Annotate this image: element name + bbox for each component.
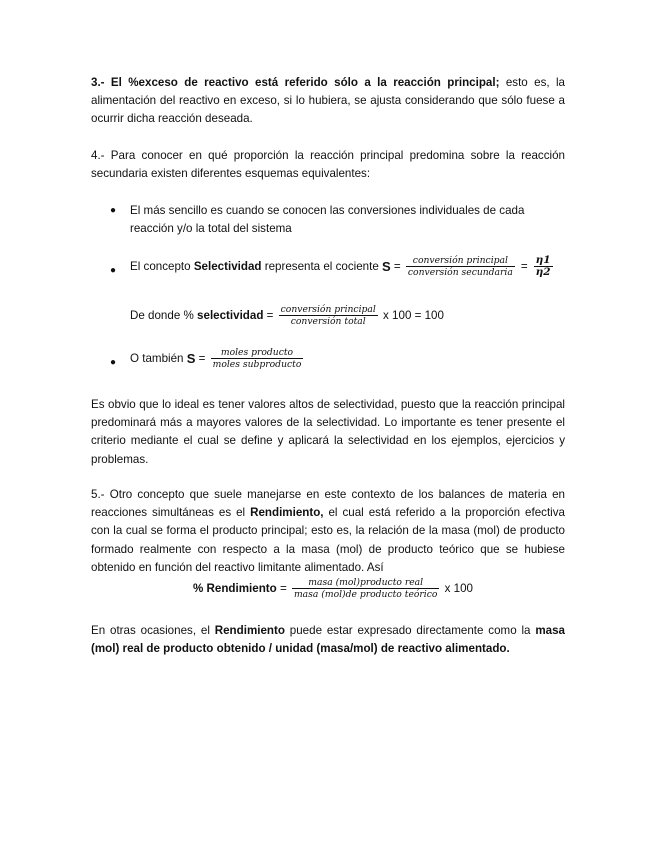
bullet-item-moles — [130, 347, 305, 370]
paragraph-otras-ocasiones — [91, 622, 565, 658]
porcentaje-numerator: conversión principal — [280, 304, 376, 315]
rendimiento-formula — [193, 577, 473, 600]
selectividad-numerator: conversión principal — [406, 255, 515, 267]
paragraph-final-bold-1: Rendimiento — [214, 624, 285, 637]
rendimiento-fraction — [292, 577, 439, 600]
paragraph-exceso-reactivo — [91, 74, 565, 129]
rendimiento-label: % Rendimiento — [193, 582, 277, 595]
moles-equals: = — [195, 352, 209, 365]
selectividad-denominator: conversión secundaria — [407, 267, 513, 278]
porcentaje-fraction — [279, 304, 378, 327]
porcentaje-post: x 100 = 100 — [379, 309, 444, 322]
eta-fraction — [534, 255, 553, 278]
selectividad-pre: El concepto — [130, 260, 194, 273]
moles-denominator: moles subproducto — [212, 359, 302, 370]
paragraph-final-mid: puede estar expresado directamente como la — [284, 624, 536, 637]
porcentaje-equals: = — [263, 309, 277, 322]
paragraph-final-bold-2: masa (mol) real de producto obtenido / unidad (masa/mol) de reactivo alimentado. — [91, 624, 565, 656]
rendimiento-numerator: masa (mol)producto real — [292, 577, 439, 589]
paragraph-rendimiento — [91, 486, 565, 577]
bullet-dot-3: ● — [110, 357, 117, 368]
paragraph-exceso-bold: 3.- El %exceso de reactivo está referido sólo a la reacción principal; — [91, 76, 500, 89]
selectividad-equals: = — [390, 260, 404, 273]
moles-fraction — [211, 347, 304, 370]
bullet-dot-2: ● — [110, 265, 117, 276]
rendimiento-equals: = — [276, 582, 290, 595]
selectividad-symbol: S — [382, 259, 391, 274]
bullet-item-conversiones — [130, 202, 568, 238]
moles-symbol: S — [186, 351, 196, 366]
bullet-conversiones-text: El más sencillo es cuando se conocen las conversiones individuales de cada reacción y/o la total del sistema — [130, 204, 525, 236]
paragraph-esquemas-text: 4.- Para conocer en qué proporción la reacción principal predomina sobre la reacción secundaria existen diferentes esquemas equivalentes: — [91, 149, 565, 181]
bullet-dot-1: ● — [110, 205, 117, 216]
eta-numerator: η1 — [535, 254, 551, 266]
selectividad-mid: representa el cociente — [261, 260, 383, 273]
paragraph-exceso-text: esto es, la alimentación del reactivo en exceso, si lo hubiera, se ajusta considerando que sólo fuese a ocurrir dicha reacción deseada. — [91, 76, 565, 126]
paragraph-rendimiento-bold: Rendimiento, — [250, 506, 324, 520]
selectividad-fraction — [406, 255, 515, 278]
rendimiento-post: x 100 — [441, 582, 474, 595]
paragraph-obvio — [91, 396, 565, 469]
paragraph-rendimiento-post: el cual está referido a la proporción efectiva con la cual se forma el producto principal; esto es, la relación de la masa (mol) de producto formado realmente con respecto a la masa (mol) de producto teórico que se hubiese obtenido en función del reactivo limitante alimentado. Así — [91, 506, 565, 574]
moles-pre: O también — [130, 352, 187, 365]
bullet-item-selectividad — [130, 255, 555, 278]
paragraph-final-pre: En otras ocasiones, el — [91, 624, 215, 637]
selectividad-porcentaje — [130, 304, 444, 327]
moles-numerator: moles producto — [211, 347, 304, 359]
porcentaje-bold: selectividad — [197, 309, 264, 322]
selectividad-bold: Selectividad — [193, 260, 262, 273]
paragraph-obvio-text: Es obvio que lo ideal es tener valores altos de selectividad, puesto que la reacción principal predominará más a mayores valores de la selectividad. Lo importante es tener presente el criterio mediante el cual se define y aplicará la selectividad en los ejemplos, ejercicios y problemas. — [91, 398, 565, 466]
porcentaje-pre: De donde % — [130, 309, 198, 322]
paragraph-rendimiento-pre: 5.- Otro concepto que suele manejarse en este contexto de los balances de materia en reacciones simultáneas es el — [91, 488, 565, 520]
porcentaje-denominator: conversión total — [290, 316, 366, 327]
eta-denominator: η2 — [535, 266, 551, 278]
rendimiento-denominator: masa (mol)de producto teórico — [293, 589, 438, 600]
selectividad-equals-2: = — [520, 260, 528, 273]
paragraph-esquemas — [91, 147, 565, 183]
